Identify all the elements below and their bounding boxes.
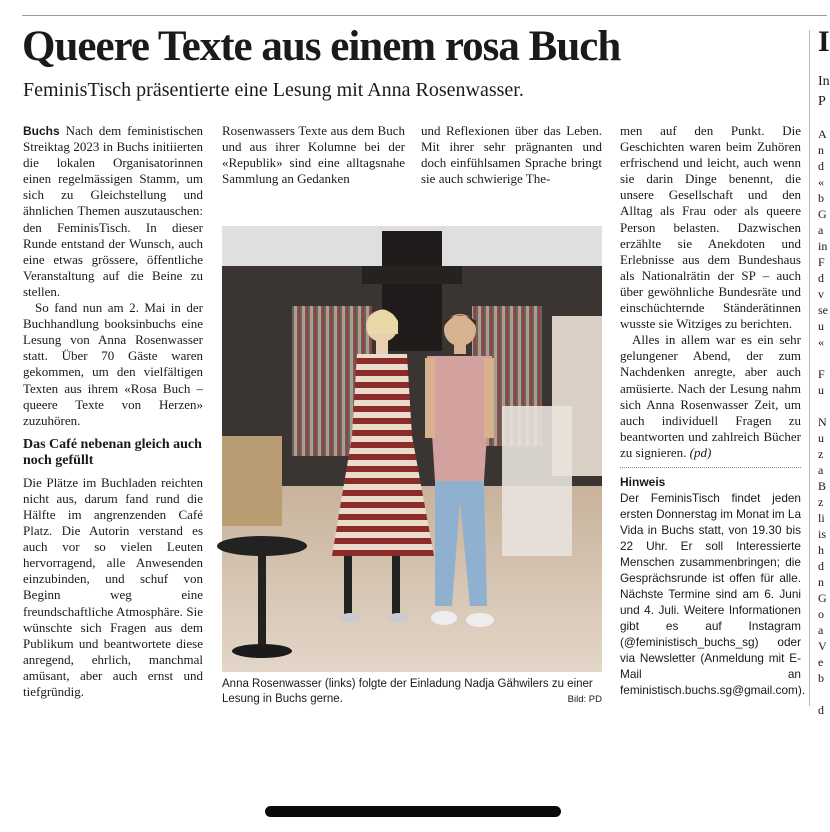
adjacent-line: in (818, 239, 828, 253)
adjacent-line: a (818, 623, 824, 637)
adjacent-line: h (818, 543, 824, 557)
adjacent-line: z (818, 495, 824, 509)
adjacent-line: b (818, 671, 824, 685)
paragraph-text: Nach dem feministischen Streiktag 2023 in Buchs initiierten die lokalen Organisatorinnen einen regelmässigen Stamm, um sich zu Gleichstellung und ähnlichen Themen auszutauschen: den FeminisTisch. In dieser Runde entstand der Wunsch, auch eine etwas grössere, öffentliche Veranstaltung auf die Beine zu stellen. (23, 123, 203, 299)
adjacent-line: a (818, 463, 824, 477)
photo-caption (222, 677, 602, 707)
paragraph (23, 123, 203, 300)
info-box-text: Der FeminisTisch findet jeden ersten Donnerstag im Monat im La Vida in Buchs statt, von 19.30 bis 22 Uhr. Er soll Interessierte Menschen zusammenbringen; die Gesprächsrunde ist offen für alle. Nächste Termine sind am 6. Juni und 4. Juli. Weitere Informationen gibt es auf Instagram (@feministisch_buchs_sg) oder via Newsletter (Anmeldung mit E-Mail an feministisch.buchs.sg@gmail.com). (620, 491, 806, 698)
adjacent-line: d (818, 271, 824, 285)
dateline: Buchs (23, 124, 60, 138)
adjacent-line: « (818, 175, 824, 189)
adjacent-line (818, 686, 827, 702)
adjacent-line: « (818, 335, 824, 349)
adjacent-line: b (818, 191, 824, 205)
paragraph (620, 332, 801, 461)
bookstore-photo (222, 226, 602, 672)
adjacent-line: a (818, 223, 824, 237)
adjacent-line: o (818, 607, 824, 621)
paragraph: So fand nun am 2. Mai in der Buchhandlung booksinbuchs eine Lesung von Anna Rosenwasser statt. Über 70 Gäste waren gekommen, um den vielfältigen Texten aus ihrem «Rosa Buch – queere Texte von Herzen» zuzuhören. (23, 300, 203, 428)
column-2 (222, 123, 405, 187)
adjacent-line: n (818, 143, 824, 157)
adjacent-line: u (818, 431, 824, 445)
adjacent-subheadline: In (818, 74, 830, 89)
column-1 (23, 123, 203, 700)
adjacent-article-fragment (818, 24, 830, 718)
photo-credit: Bild: PD (567, 694, 602, 705)
paragraph: Die Plätze im Buchladen reichten nicht aus, darum fand rund die Hälfte im angrenzenden Café Platz. Die Autorin verstand es auch vor so vielen Leuten hervorragend, alle Anwesenden einzubinden, und schuf von Beginn weg eine freundschaftliche Atmosphäre. Sie wünschte sich Fragen aus dem Publikum und beantwortete diese anregend, ehrlich, manchmal amüsant, aber auch ernst und tiefgründig. (23, 474, 203, 699)
adjacent-headline: I (818, 25, 830, 58)
column-3 (421, 123, 602, 187)
adjacent-line: z (818, 447, 824, 461)
adjacent-line (818, 350, 827, 366)
adjacent-line (818, 398, 827, 414)
adjacent-line: d (818, 559, 824, 573)
paragraph: Rosenwassers Texte aus dem Buch und aus ihrer Kolumne bei der «Republik» sind eine alltagsnahe Sammlung an Gedanken (222, 123, 405, 187)
paragraph-text: Alles in allem war es ein sehr gelungener Abend, der zum Nachdenken anregte, aber auch amüsierte. Nach der Lesung nahm sich Anna Rosenwasser Zeit, um auch individuell Fragen zu beantworten und zahlreich Bücher zu signieren. (620, 332, 801, 460)
adjacent-line: li (818, 511, 825, 525)
adjacent-line: d (818, 159, 824, 173)
adjacent-line: A (818, 127, 827, 141)
subheadline: FeminisTisch präsentierte eine Lesung mit Anna Rosenwasser. (23, 79, 524, 101)
adjacent-line: u (818, 383, 824, 397)
adjacent-line: d (818, 703, 824, 717)
paragraph: und Reflexionen über das Leben. Mit ihrer sehr prägnanten und doch einfühlsamen Sprache bringt sie auch schwierige The- (421, 123, 602, 187)
adjacent-line: is (818, 527, 827, 541)
adjacent-line: B (818, 479, 827, 493)
adjacent-line: G (818, 591, 827, 605)
adjacent-line: N (818, 415, 827, 429)
home-indicator[interactable] (265, 806, 561, 817)
adjacent-subheadline-2: P (818, 94, 826, 109)
column-divider (809, 30, 810, 706)
adjacent-line: e (818, 655, 824, 669)
adjacent-text (818, 126, 827, 718)
author-tag: (pd) (689, 444, 712, 460)
adjacent-line: se (818, 303, 828, 317)
headline: Queere Texte aus einem rosa Buch (22, 23, 621, 70)
adjacent-line: v (818, 287, 824, 301)
adjacent-line: n (818, 575, 824, 589)
section-subtitle: Das Café nebenan gleich auch noch gefüllt (23, 436, 202, 469)
info-box-title: Hinweis (620, 474, 666, 489)
adjacent-line: F (818, 367, 825, 381)
adjacent-line: F (818, 255, 825, 269)
divider (620, 467, 801, 468)
column-4 (620, 123, 806, 698)
paragraph: men auf den Punkt. Die Geschichten waren beim Zuhören erfrischend und leicht, auch wenn sie darin Dinge benennt, die unsere Gesellschaft und den Alltag als Frau oder als queere Person belasten. Dazwischen erzählte sie Anekdoten und Erlebnisse aus dem Bundeshaus als Nationalrätin der SP – auch über gewöhnliche Bundesräte und einschüchternde Ständerätinnen wusste sie Witziges zu berichten. (620, 123, 801, 332)
caption-text: Anna Rosenwasser (links) folgte der Einladung Nadja Gähwilers zu einer Lesung in Buchs gerne. (222, 678, 593, 705)
adjacent-line: V (818, 639, 827, 653)
article-photo (222, 226, 602, 672)
adjacent-line: u (818, 319, 824, 333)
top-rule (22, 15, 827, 16)
adjacent-line: G (818, 207, 827, 221)
